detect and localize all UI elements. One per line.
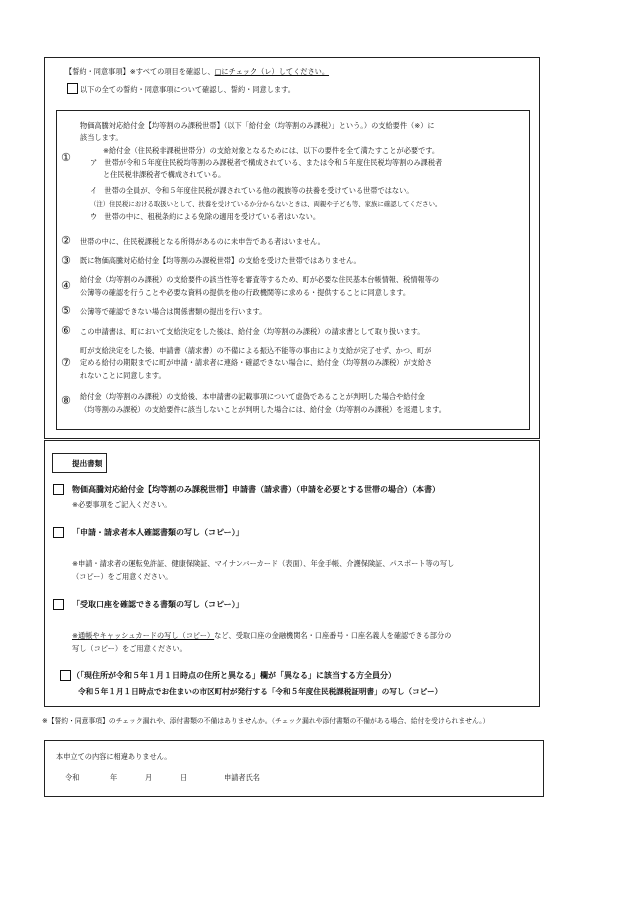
doc-2-checkbox[interactable] [53,527,64,538]
item-1-line: イ 世帯の全員が、令和５年度住民税が課されている他の親族等の扶養を受けている世帯ではない。 [90,186,414,195]
doc-2-title: 「申請・請求者本人確認書類の写し（コピー）」 [72,528,244,537]
item-4-line: 公簿等の確認を行うことや必要な資料の提供を他の行政機関等に求める・提供することに同意します。 [80,288,411,297]
signature-name-label: 申請者氏名 [224,773,260,782]
item-1-line: ウ 世帯の中に、租税条約による免除の適用を受けている者はいない。 [90,212,321,221]
item-6-number: ⑥ [61,324,71,337]
item-3-line: 既に物価高騰対応給付金【均等割のみ課税世帯】の支給を受けた世帯ではありません。 [80,256,361,265]
doc-1-title: 物価高騰対応給付金【均等割のみ課税世帯】申請書（請求書）（申請を必要とする世帯の場合）（本書） [72,485,440,494]
doc-4-subtitle: 令和５年１月１日時点でお住まいの市区町村が発行する「令和５年度住民税課税証明書」の写し（コピー） [78,687,443,696]
item-1-line: ※給付金（住民税非課税世帯分）の支給対象となるためには、以下の要件を全て満たすことが必要です。 [103,146,440,155]
item-1-line: と住民税非課税者で構成されている。 [103,170,226,179]
doc-2-note: ※申請・請求者の運転免許証、健康保険証、マイナンバーカード（表面）、年金手帳、介護保険証、パスポート等の写し [72,559,455,568]
documents-title: 提出書類 [72,459,103,468]
item-1-line: 物価高騰対応給付金【均等割のみ課税世帯】（以下「給付金（均等割のみ課税）」という。）の支給要件（※）に [80,121,435,130]
item-1-line: ア 世帯が令和５年度住民税均等割のみ課税者で構成されている、または令和５年度住民税均等割のみ課税者 [90,158,443,167]
doc-3-checkbox[interactable] [53,599,64,610]
signature-era: 令和 [65,773,80,782]
item-8-number: ⑧ [61,394,71,407]
doc-1-checkbox[interactable] [53,484,64,495]
item-8-line: 給付金（均等割のみ課税）の支給後、本申請書の記載事項について虚偽であることが判明した場合や給付金 [80,392,425,401]
item-3-number: ③ [61,254,71,267]
item-8-line: （均等割のみ課税）の支給要件に該当しないことが判明した場合には、給付金（均等割のみ課税）を返還します。 [80,405,446,414]
item-1-line: 該当します。 [80,133,123,142]
agree-all-label: 以下の全ての誓約・同意事項について確認し、誓約・同意します。 [80,85,295,94]
item-7-line: れないことに同意します。 [80,371,166,380]
doc-1-note: ※必要事項をご記入ください。 [72,500,172,509]
doc-3-note: ※通帳やキャッシュカードの写し（コピー）など、受取口座の金融機関名・口座番号・口座名義人を確認できる部分の [72,631,452,640]
item-7-line: 定める給付の期限までに町が申請・請求者に連絡・確認できない場合に、給付金（均等割のみ課税）が支給さ [80,358,433,367]
item-2-line: 世帯の中に、住民税課税となる所得があるのに未申告である者はいません。 [80,237,325,246]
item-7-number: ⑦ [61,356,71,369]
item-1-number: ① [61,151,71,164]
signature-year: 年 [110,773,118,782]
item-1-note: （注）住民税における取扱いとして、扶養を受けているか分からないときは、両親や子ども等、家族に確認してください。 [90,200,442,208]
doc-3-note: 写し（コピー）をご用意ください。 [72,644,187,653]
item-6-line: この申請書は、町において支給決定をした後は、給付金（均等割のみ課税）の請求書として取り扱います。 [80,327,425,336]
item-5-line: 公簿等で確認できない場合は関係書類の提出を行います。 [80,307,267,316]
signature-day: 日 [180,773,188,782]
doc-3-title: 「受取口座を確認できる書類の写し（コピー）」 [72,600,244,609]
item-4-number: ④ [61,279,71,292]
item-5-number: ⑤ [61,304,71,317]
doc-2-note: （コピー）をご用意ください。 [72,572,173,581]
item-7-line: 町が支給決定をした後、申請書（請求書）の不備による振込不能等の事由により支給が完了せず、かつ、町が [80,346,432,355]
signature-statement: 本申立ての内容に相違ありません。 [56,752,172,761]
pledge-header: 【誓約・同意事項】※すべての項目を確認し、□にチェック（レ）してください。 [65,67,330,76]
agree-all-checkbox[interactable] [67,83,78,94]
doc-4-checkbox[interactable] [60,670,71,681]
signature-month: 月 [145,773,153,782]
item-2-number: ② [61,234,71,247]
item-4-line: 給付金（均等割のみ課税）の支給要件の該当性等を審査等するため、町が必要な住民基本台帳情報、税情報等の [80,275,440,284]
signature-section [44,740,544,797]
doc-4-title: （「現住所が令和５年１月１日時点の住所と異なる」欄が「異なる」に該当する方全員分） [72,671,396,680]
checklist-warning: ※【誓約・同意事項】のチェック漏れや、添付書類の不備はありませんか。（チェック漏れや添付書類の不備がある場合、給付を受けられません。） [42,717,490,725]
